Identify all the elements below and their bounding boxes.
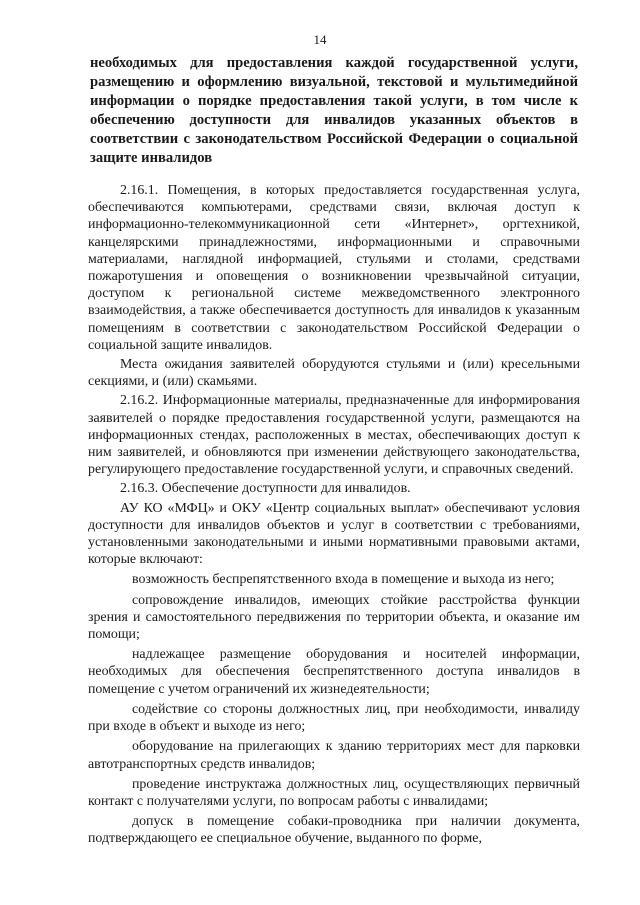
document-body bbox=[88, 182, 580, 848]
paragraph-2-16-1: 2.16.1. Помещения, в которых предоставляется государственная услуга, обеспечиваются компьютерами, средствами связи, включая доступ к информационно-телекоммуникационной сети «Интернет», оргтехникой, канцелярскими принадлежностями, информационными и справочными материалами, наглядной информацией, стульями и столами, средствами пожаротушения и оповещения о возникновении чрезвычайной ситуации, доступом к региональной системе межведомственного электронного взаимодействия, а также обеспечивается доступность для инвалидов к указанным помещениям в соответствии с законодательством Российской Федерации о социальной защите инвалидов. bbox=[88, 183, 580, 353]
list-item: сопровождение инвалидов, имеющих стойкие расстройства функции зрения и самостоятельного передвижения по территории объекта, и оказание им помощи; bbox=[88, 592, 580, 643]
list-item: надлежащее размещение оборудования и носителей информации, необходимых для обеспечения беспрепятственного доступа инвалидов в помещение с учетом ограничений их жизнедеятельности; bbox=[88, 647, 580, 697]
paragraph-accessibility-intro: АУ КО «МФЦ» и ОКУ «Центр социальных выплат» обеспечивают условия доступности для инвалидов объектов и услуг в соответствии с требованиями, установленными законодательными и иными нормативными правовыми актами, которые включают: bbox=[88, 500, 580, 568]
page-number: 14 bbox=[313, 32, 327, 47]
paragraph-2-16-2: 2.16.2. Информационные материалы, предназначенные для информирования заявителей о порядке предоставления государственной услуги, размещаются на информационных стендах, расположенных в местах, обеспечивающих доступ к ним заявителей, и обновляются при изменении действующего законодательства, регулирующего предоставление государственной услуги, и справочных сведений. bbox=[88, 393, 580, 478]
paragraph-2-16-3: 2.16.3. Обеспечение доступности для инвалидов. bbox=[120, 481, 411, 497]
section-heading: необходимых для предоставления каждой государственной услуги, размещению и оформлению визуальной, текстовой и мультимедийной информации о порядке предоставления такой услуги, в том числе к обеспечению доступности для инвалидов указанных объектов в соответствии с законодательством Российской Федерации о социальной защите инвалидов bbox=[90, 55, 578, 166]
list-item: возможность беспрепятственного входа в помещение и выхода из него; bbox=[132, 572, 555, 588]
list-item: допуск в помещение собаки-проводника при наличии документа, подтверждающего ее специальное обучение, выданного по форме, bbox=[88, 814, 580, 847]
list-item: проведение инструктажа должностных лиц, осуществляющих первичный контакт с получателями услуги, по вопросам работы с инвалидами; bbox=[88, 776, 580, 809]
paragraph-waiting-areas: Места ожидания заявителей оборудуются стульями и (или) кресельными секциями, и (или) скамьями. bbox=[88, 357, 580, 390]
list-item: оборудование на прилегающих к зданию территориях мест для парковки автотранспортных средств инвалидов; bbox=[88, 739, 580, 772]
list-item: содействие со стороны должностных лиц, при необходимости, инвалиду при входе в объект и выходе из него; bbox=[88, 701, 580, 735]
